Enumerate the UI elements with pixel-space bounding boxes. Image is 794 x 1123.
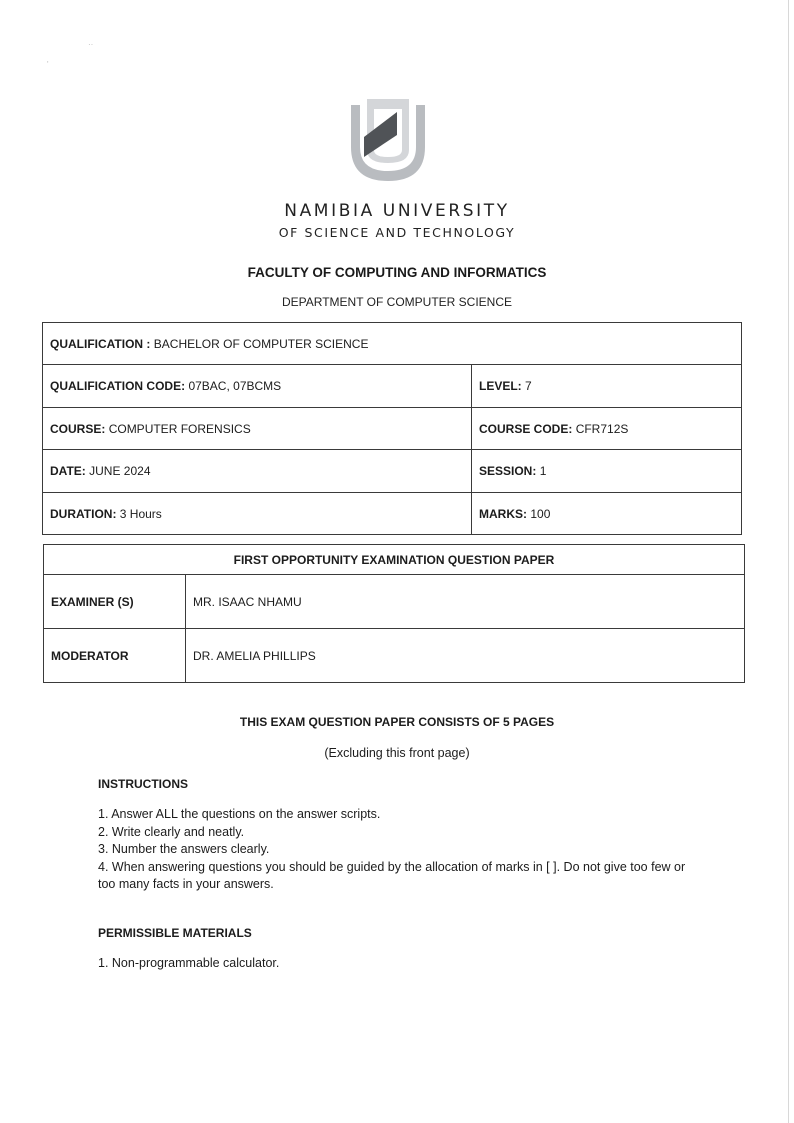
university-logo-icon	[343, 95, 433, 185]
examiner-row	[44, 575, 745, 629]
instruction-item: 2. Write clearly and neatly.	[98, 824, 245, 839]
duration-cell	[43, 493, 472, 535]
instruction-item: 4. When answering questions you should be guided by the allocation of marks in [ ]. Do not give too few or too many facts in your answers.	[98, 859, 686, 891]
session-cell	[472, 450, 742, 493]
page-edge	[788, 0, 789, 1123]
duration-row	[43, 493, 742, 535]
moderator-row	[44, 629, 745, 683]
instructions-list	[98, 806, 698, 894]
instruction-item: 1. Answer ALL the questions on the answer scripts.	[98, 807, 381, 821]
qualification-row	[43, 323, 742, 365]
level-value: 7	[525, 379, 532, 393]
qualification-code-label: QUALIFICATION CODE:	[50, 379, 186, 393]
level-cell	[472, 365, 742, 408]
course-code-value: CFR712S	[575, 421, 629, 436]
session-label: SESSION:	[479, 464, 537, 478]
faculty-title: FACULTY OF COMPUTING AND INFORMATICS	[247, 265, 547, 280]
qualification-label: QUALIFICATION :	[50, 336, 151, 351]
moderator-label: MODERATOR	[44, 629, 186, 683]
level-label: LEVEL:	[479, 379, 522, 393]
date-label: DATE:	[50, 464, 86, 478]
course-label: COURSE:	[50, 421, 106, 436]
permissible-materials-heading: PERMISSIBLE MATERIALS	[98, 926, 252, 940]
date-value: JUNE 2024	[89, 464, 151, 478]
course-row	[43, 408, 742, 450]
course-value: COMPUTER FORENSICS	[108, 421, 251, 436]
examiner-label: EXAMINER (S)	[44, 575, 186, 629]
qualification-cell	[43, 323, 742, 365]
duration-label: DURATION:	[50, 506, 117, 521]
exam-title: FIRST OPPORTUNITY EXAMINATION QUESTION PAPER	[44, 545, 745, 575]
moderator-value: DR. AMELIA PHILLIPS	[186, 629, 745, 683]
course-code-label: COURSE CODE:	[479, 421, 573, 436]
date-row	[43, 450, 742, 493]
course-details-table	[42, 322, 742, 535]
marks-value: 100	[530, 506, 551, 521]
examiner-value: MR. ISAAC NHAMU	[186, 575, 745, 629]
qualification-code-row	[43, 365, 742, 408]
qualification-code-cell	[43, 365, 472, 408]
duration-value: 3 Hours	[119, 506, 162, 521]
instruction-item: 3. Number the answers clearly.	[98, 842, 270, 856]
course-cell	[43, 408, 472, 450]
examination-table	[43, 544, 745, 683]
marks-cell	[472, 493, 742, 535]
scan-speck: '	[47, 60, 49, 69]
marks-label: MARKS:	[479, 506, 527, 521]
exam-title-row	[44, 545, 745, 575]
permissible-item: 1. Non-programmable calculator.	[98, 956, 280, 970]
pages-note: THIS EXAM QUESTION PAPER CONSISTS OF 5 PAGES	[239, 715, 555, 729]
qualification-code-value: 07BAC, 07BCMS	[188, 379, 282, 393]
instructions-heading: INSTRUCTIONS	[98, 777, 188, 791]
session-value: 1	[539, 464, 547, 478]
excluding-note: (Excluding this front page)	[324, 746, 470, 760]
course-code-cell	[472, 408, 742, 450]
date-cell	[43, 450, 472, 493]
scan-speck: ··	[88, 40, 94, 49]
university-subtitle: OF SCIENCE AND TECHNOLOGY	[278, 225, 516, 240]
department-title: DEPARTMENT OF COMPUTER SCIENCE	[281, 295, 513, 309]
university-name: NAMIBIA UNIVERSITY	[284, 201, 510, 221]
qualification-value: BACHELOR OF COMPUTER SCIENCE	[153, 336, 369, 351]
